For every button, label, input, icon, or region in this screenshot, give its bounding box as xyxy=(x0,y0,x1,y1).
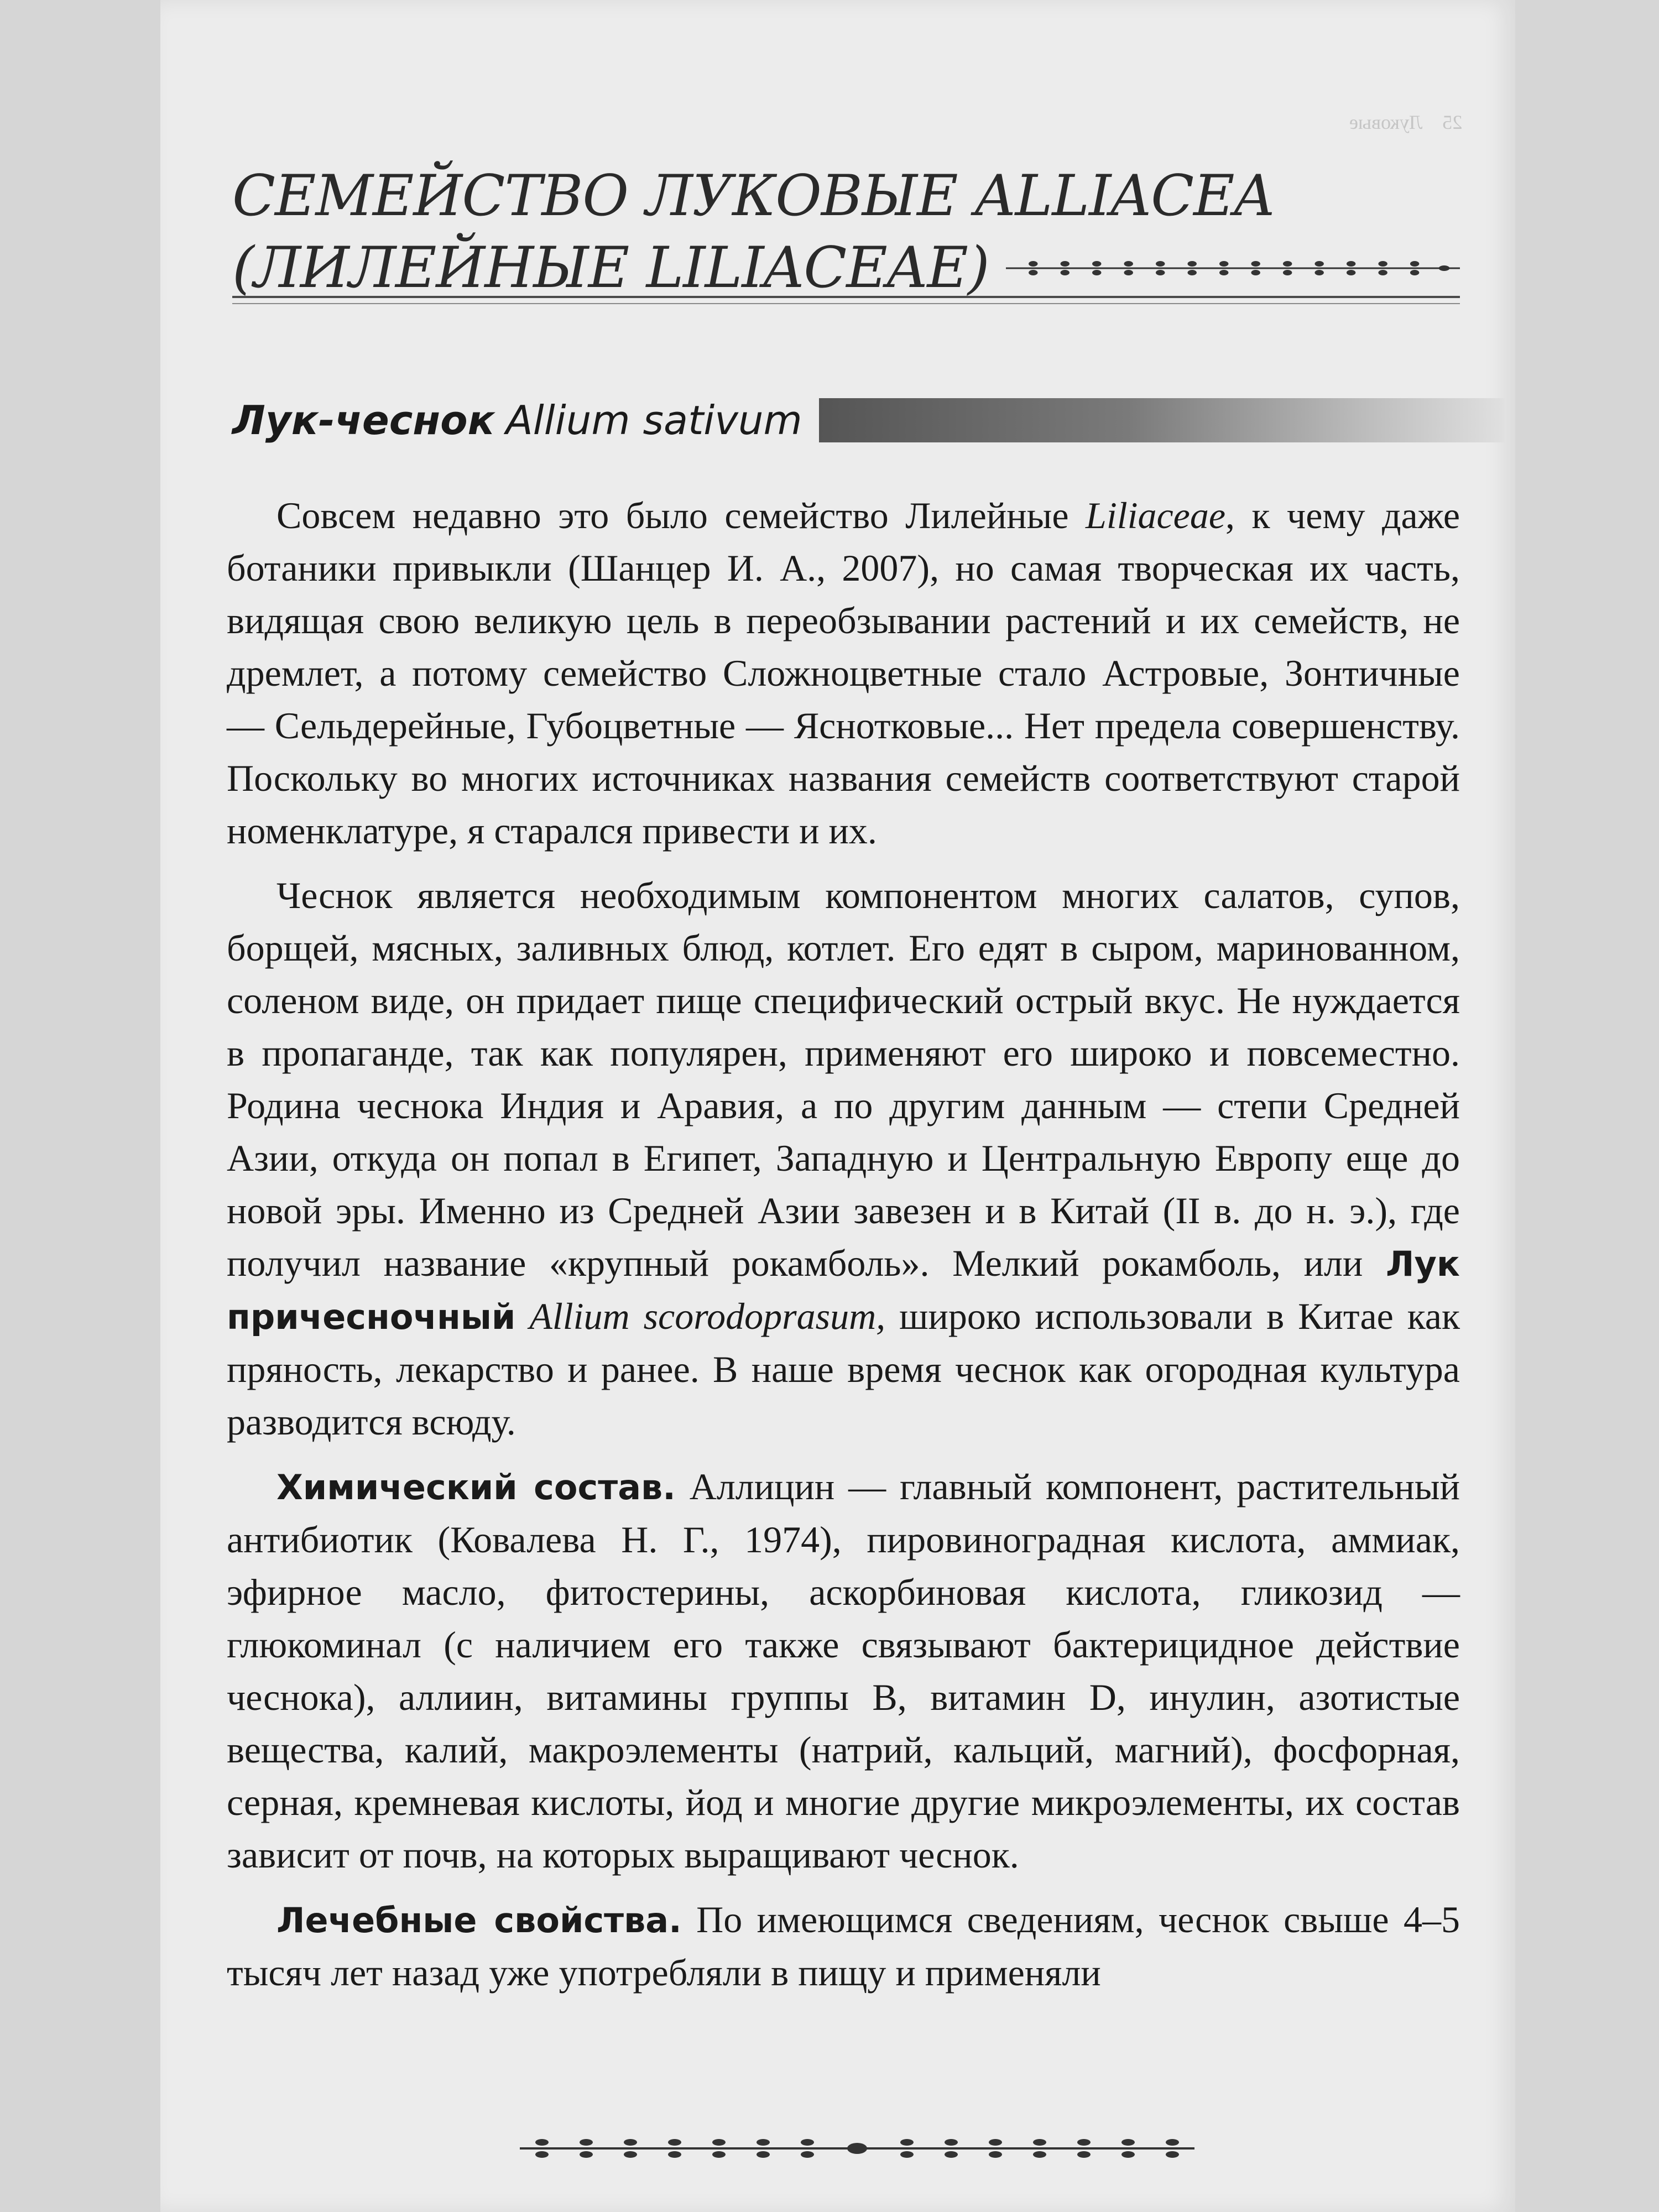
paragraph-intro-latin: Liliaceae xyxy=(1086,494,1226,536)
section-title-line2-row xyxy=(232,232,1460,304)
vine-ornament-icon xyxy=(1006,257,1460,279)
medicinal-properties-text: По имеющимся сведениям, чеснок свыше 4–5 тысяч лет назад уже употребляли в пищу и применяли xyxy=(227,1898,1460,1994)
paragraph-usage-text-b: широко использовали в Китае как пряность, лекарство и ранее. В наше время чеснок как огородная культура разводится всюду. xyxy=(227,1295,1460,1443)
paragraph-intro-text-a: Совсем недавно это было семейство Лилейные xyxy=(276,494,1086,536)
paragraph-medicinal-properties xyxy=(227,1893,1460,1999)
bleed-through-page-number: 25 xyxy=(1442,111,1463,133)
article-body xyxy=(227,489,1460,2011)
paragraph-usage-bold-name: Лук причесночный xyxy=(227,1244,1460,1337)
plant-heading xyxy=(232,395,1505,445)
footer-vine-ornament-icon xyxy=(509,2135,1206,2162)
paragraph-intro-text-b: , к чему даже ботаники привыкли (Шанцер И. А., 2007), но самая творческая их часть, видящая свою великую цель в переобзывании растений и их семейств, не дремлет, а потому семейство Сложноцветные стало Астровые, Зонтичные — Сельдерейные, Губоцветные — Яснотковые... Нет предела совершенству. Поскольку во многих источниках названия семейств соответствуют старой номенклатуре, я старался привести и их. xyxy=(227,494,1460,852)
plant-latin-name: Allium sativum xyxy=(505,397,802,444)
plant-name: Лук-чеснок xyxy=(232,397,495,444)
paragraph-intro xyxy=(227,489,1460,857)
paragraph-usage-text-a: Чеснок является необходимым компонентом многих салатов, супов, борщей, мясных, заливных блюд, котлет. Его едят в сыром, маринованном, соленом виде, он придает пище специфический острый вкус. Не нуждается в пропаганде, так как популярен, применяют его широко и повсеместно. Родина чеснока Индия и Аравия, а по другим данным — степи Средней Азии, откуда он попал в Египет, Западную и Центральную Европу еще до новой эры. Именно из Средней Азии завезен и в Китай (II в. до н. э.), где получил название «крупный рокамболь». Мелкий рокамболь, или xyxy=(227,874,1460,1284)
heading-rule xyxy=(232,296,1460,298)
chemical-composition-heading: Химический состав. xyxy=(276,1467,676,1507)
section-title-line2: (ЛИЛЕЙНЫЕ LILIACEAE) xyxy=(232,235,989,301)
paragraph-garlic-usage xyxy=(227,869,1460,1448)
section-heading xyxy=(232,160,1460,304)
medicinal-properties-heading: Лечебные свойства. xyxy=(276,1900,682,1940)
chemical-composition-text: Аллицин — главный компонент, растительный антибиотик (Ковалева Н. Г., 1974), пировиноградная кислота, аммиак, эфирное масло, фитостерины, аскорбиновая кислота, гликозид — глюкоминал (с наличием его также связывают бактерицидное действие чеснока), аллиин, витамины группы B, витамин D, инулин, азотистые вещества, калий, макроэлементы (натрий, кальций, магний), фосфорная, серная, кремневая кислоты, йод и многие другие микроэлементы, их состав зависит от почв, на которых выращивают чеснок. xyxy=(227,1465,1460,1876)
bleed-through-running-head xyxy=(1349,111,1462,134)
section-title-line1: СЕМЕЙСТВО ЛУКОВЫЕ ALLIACEA xyxy=(232,163,1275,229)
heading-gradient-bar xyxy=(819,398,1505,442)
heading-rule-thin xyxy=(232,303,1460,304)
paragraph-chemical-composition xyxy=(227,1460,1460,1881)
bleed-through-header-text: Луковые xyxy=(1349,111,1423,133)
paragraph-usage-latin: Allium scorodoprasum, xyxy=(515,1295,886,1337)
